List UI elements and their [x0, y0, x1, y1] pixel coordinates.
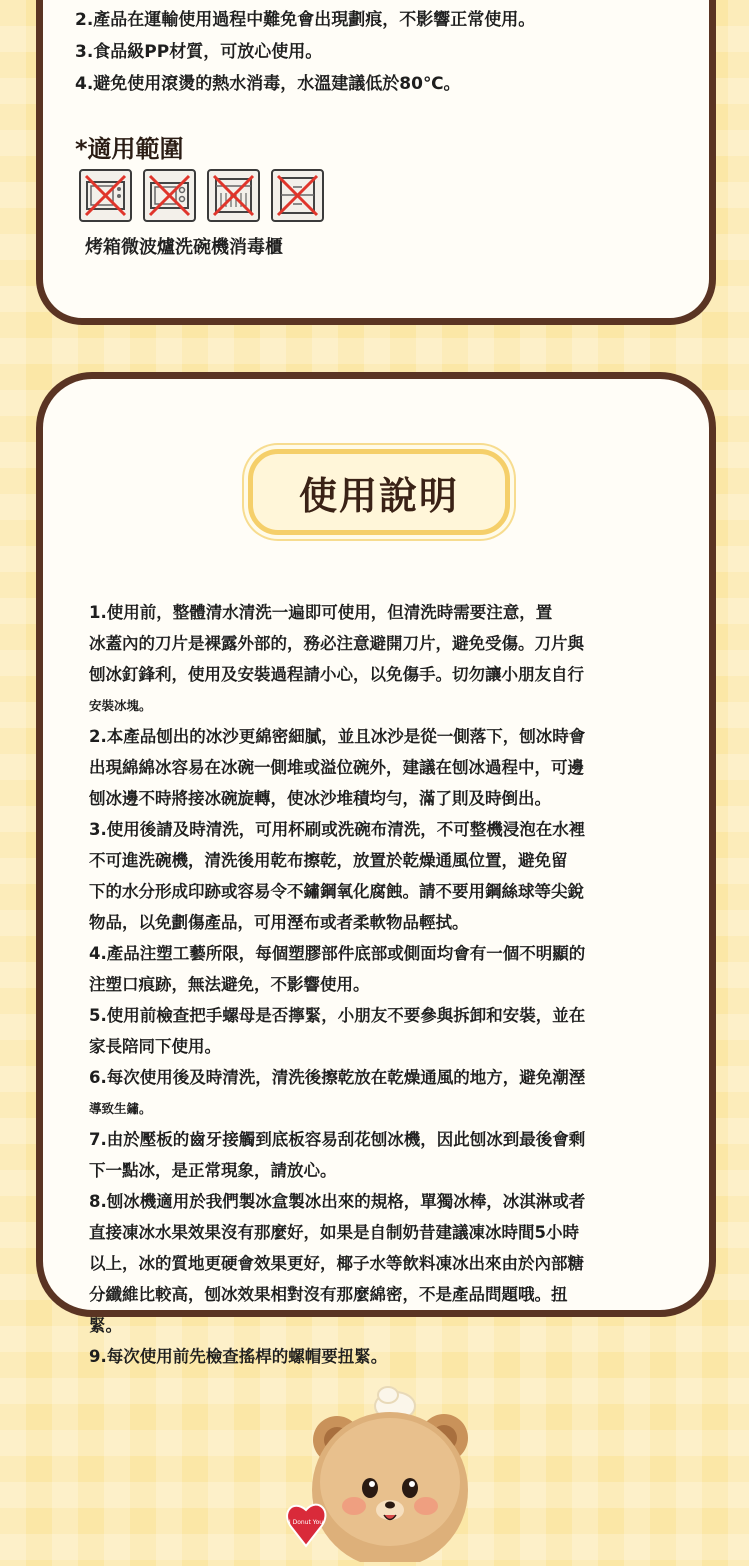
notes-card	[36, 0, 716, 325]
instruction-line: 下一點冰，是正常現象，請放心。	[89, 1161, 337, 1180]
instruction-line: 刨冰邊不時將接冰碗旋轉，使冰沙堆積均勻，滿了則及時倒出。	[89, 789, 551, 808]
instruction-line: 家長陪同下使用。	[89, 1037, 221, 1056]
heart-text: I Donut You	[288, 1519, 324, 1526]
microwave-icon	[143, 169, 196, 222]
scope-icons	[79, 169, 324, 222]
scope-label-microwave: 微波爐	[121, 237, 175, 258]
instructions-list	[89, 597, 649, 1372]
note-item: 3.食品級PP材質，可放心使用。	[75, 42, 323, 62]
instruction-line: 3.使用後請及時清洗，可用杯刷或洗碗布清洗，不可整機浸泡在水裡	[89, 820, 586, 839]
scope-label-oven: 烤箱	[85, 237, 121, 258]
bear-mascot-icon	[262, 1378, 502, 1562]
instruction-line: 不可進洗碗機，清洗後用乾布擦乾，放置於乾燥通風位置，避免留	[89, 851, 568, 870]
instruction-line: 5.使用前檢查把手螺母是否擰緊，小朋友不要參與拆卸和安裝，並在	[89, 1006, 586, 1025]
instruction-line: 物品，以免劃傷產品，可用溼布或者柔軟物品輕拭。	[89, 913, 469, 932]
scope-title: *適用範圍	[75, 135, 184, 163]
instruction-line: 導致生鏽。	[89, 1101, 152, 1116]
instruction-line: 注塑口痕跡，無法避免，不影響使用。	[89, 975, 370, 994]
instruction-line: 8.刨冰機適用於我們製冰盒製冰出來的規格，單獨冰棒，冰淇淋或者	[89, 1192, 586, 1211]
instruction-line: 9.每次使用前先檢查搖桿的螺帽要扭緊。	[89, 1347, 388, 1366]
scope-labels	[85, 233, 283, 259]
instruction-line: 1.使用前，整體清水清洗一遍即可使用，但清洗時需要注意，置	[89, 603, 553, 622]
note-item: 4.避免使用滾燙的熱水消毒，水溫建議低於80℃。	[75, 74, 461, 94]
instruction-line: 以上，冰的質地更硬會效果更好，椰子水等飲料凍冰出來由於內部糖	[89, 1254, 584, 1273]
scope-label-dishwasher: 洗碗機	[175, 237, 229, 258]
oven-icon	[79, 169, 132, 222]
notes-list	[75, 4, 535, 100]
instructions-title-badge	[248, 449, 510, 535]
instruction-line: 下的水分形成印跡或容易令不鏽鋼氧化腐蝕。請不要用鋼絲球等尖銳	[89, 882, 584, 901]
instructions-title: 使用說明	[298, 473, 459, 518]
note-item: 2.產品在運輸使用過程中難免會出現劃痕，不影響正常使用。	[75, 10, 536, 30]
instruction-line: 4.產品注塑工藝所限，每個塑膠部件底部或側面均會有一個不明顯的	[89, 944, 586, 963]
instruction-line: 刨冰釘鋒利，使用及安裝過程請小心，以免傷手。切勿讓小朋友自行	[89, 665, 584, 684]
instruction-line: 緊。	[89, 1316, 122, 1335]
instruction-line: 分纖維比較高，刨冰效果相對沒有那麼綿密，不是產品問題哦。扭	[89, 1285, 568, 1304]
sterilizer-cabinet-icon	[271, 169, 324, 222]
instruction-line: 6.每次使用後及時清洗，清洗後擦乾放在乾燥通風的地方，避免潮溼	[89, 1068, 586, 1087]
instruction-line: 直接凍冰水果效果沒有那麼好，如果是自制奶昔建議凍冰時間5小時	[89, 1223, 579, 1242]
instruction-line: 2.本產品刨出的冰沙更綿密細膩，並且冰沙是從一側落下，刨冰時會	[89, 727, 586, 746]
scope-label-sterilizer: 消毒櫃	[229, 237, 283, 258]
instruction-line: 出現綿綿冰容易在冰碗一側堆或溢位碗外，建議在刨冰過程中，可邊	[89, 758, 584, 777]
instruction-line: 冰蓋內的刀片是裸露外部的，務必注意避開刀片，避免受傷。刀片與	[89, 634, 584, 653]
instructions-card	[36, 372, 716, 1366]
instruction-line: 安裝冰塊。	[89, 698, 152, 713]
dishwasher-icon	[207, 169, 260, 222]
instruction-line: 7.由於壓板的齒牙接觸到底板容易刮花刨冰機，因此刨冰到最後會剩	[89, 1130, 586, 1149]
